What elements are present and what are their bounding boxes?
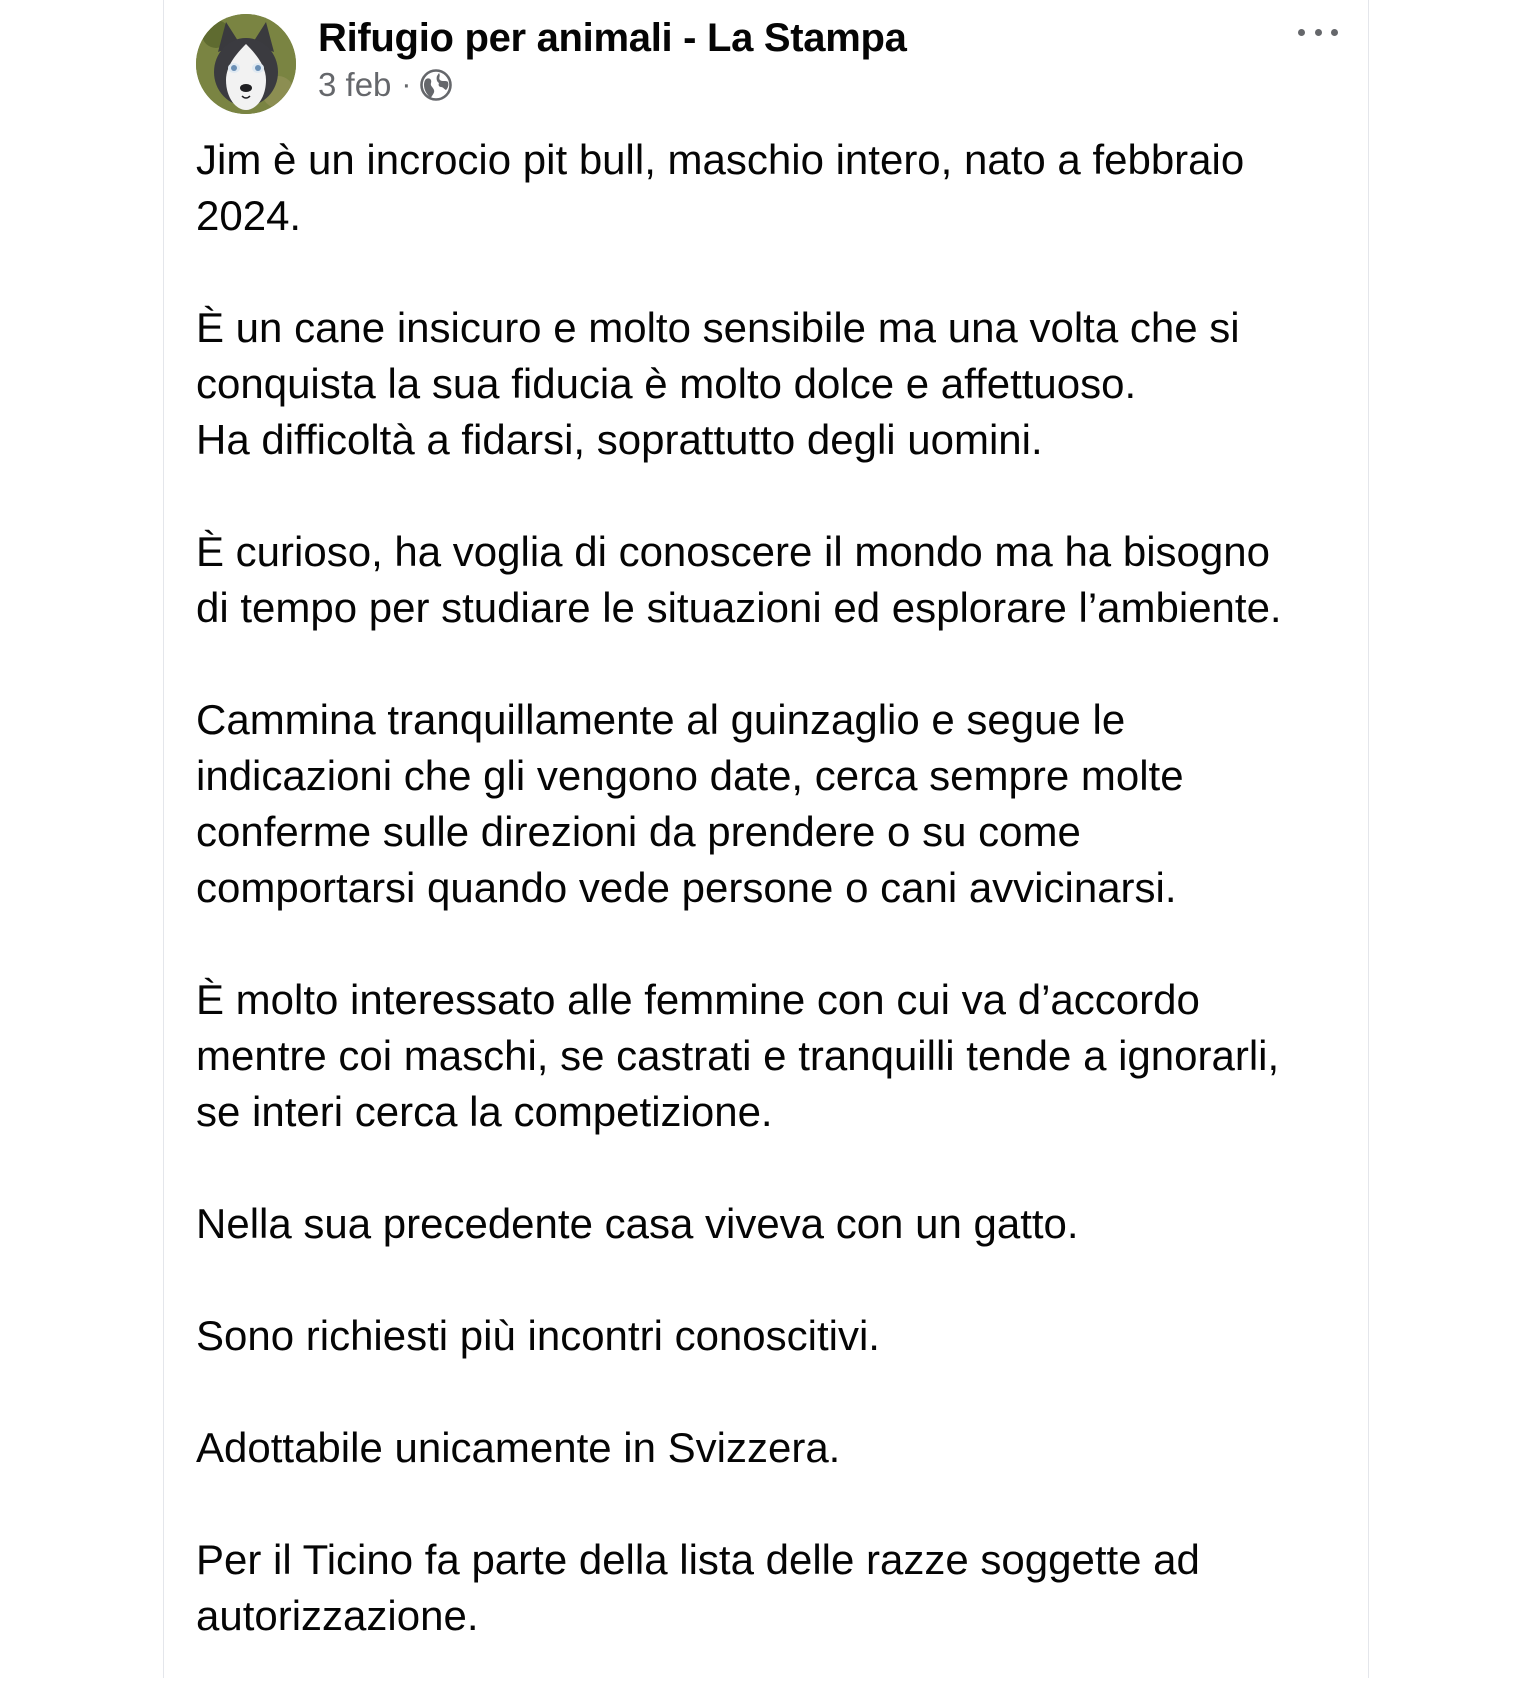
post-header [196, 14, 1338, 114]
more-options-icon[interactable] [1298, 20, 1338, 44]
post-card [163, 0, 1369, 1678]
post-paragraph: Adottabile unicamente in Svizzera. [196, 1424, 841, 1471]
post-paragraph: Jim è un incrocio pit bull, maschio intero, nato a febbraio 2024. [196, 136, 1245, 239]
meta-separator: · [401, 68, 412, 101]
post-paragraph: Per il Ticino fa parte della lista delle razze soggette ad autorizzazione. [196, 1536, 1200, 1639]
globe-icon[interactable] [419, 68, 453, 102]
post-paragraph: Cammina tranquillamente al guinzaglio e segue le indicazioni che gli vengono date, cerca sempre molte conferme sulle direzioni da prendere o su come comportarsi quando vede persone o cani avvicinarsi. [196, 696, 1184, 911]
page-name[interactable]: Rifugio per animali - La Stampa [318, 16, 907, 60]
post-date[interactable]: 3 feb [318, 66, 392, 103]
post-paragraph: Nella sua precedente casa viveva con un gatto. [196, 1200, 1079, 1247]
post-body [196, 132, 1346, 1700]
more-dot [1331, 29, 1338, 36]
post-paragraph: È un cane insicuro e molto sensibile ma una volta che si conquista la sua fiducia è molto dolce e affettuoso. Ha difficoltà a fidarsi, soprattutto degli uomini. [196, 304, 1240, 463]
avatar[interactable] [196, 14, 296, 114]
post-paragraph: È curioso, ha voglia di conoscere il mondo ma ha bisogno di tempo per studiare le situazioni ed esplorare l’ambiente. [196, 528, 1282, 631]
more-dot [1315, 29, 1322, 36]
more-dot [1298, 29, 1305, 36]
post-paragraph: È molto interessato alle femmine con cui va d’accordo mentre coi maschi, se castrati e tranquilli tende a ignorarli, se interi cerca la competizione. [196, 976, 1280, 1135]
husky-avatar-image [196, 14, 296, 114]
post-meta [318, 66, 453, 104]
post-paragraph: Sono richiesti più incontri conoscitivi. [196, 1312, 880, 1359]
